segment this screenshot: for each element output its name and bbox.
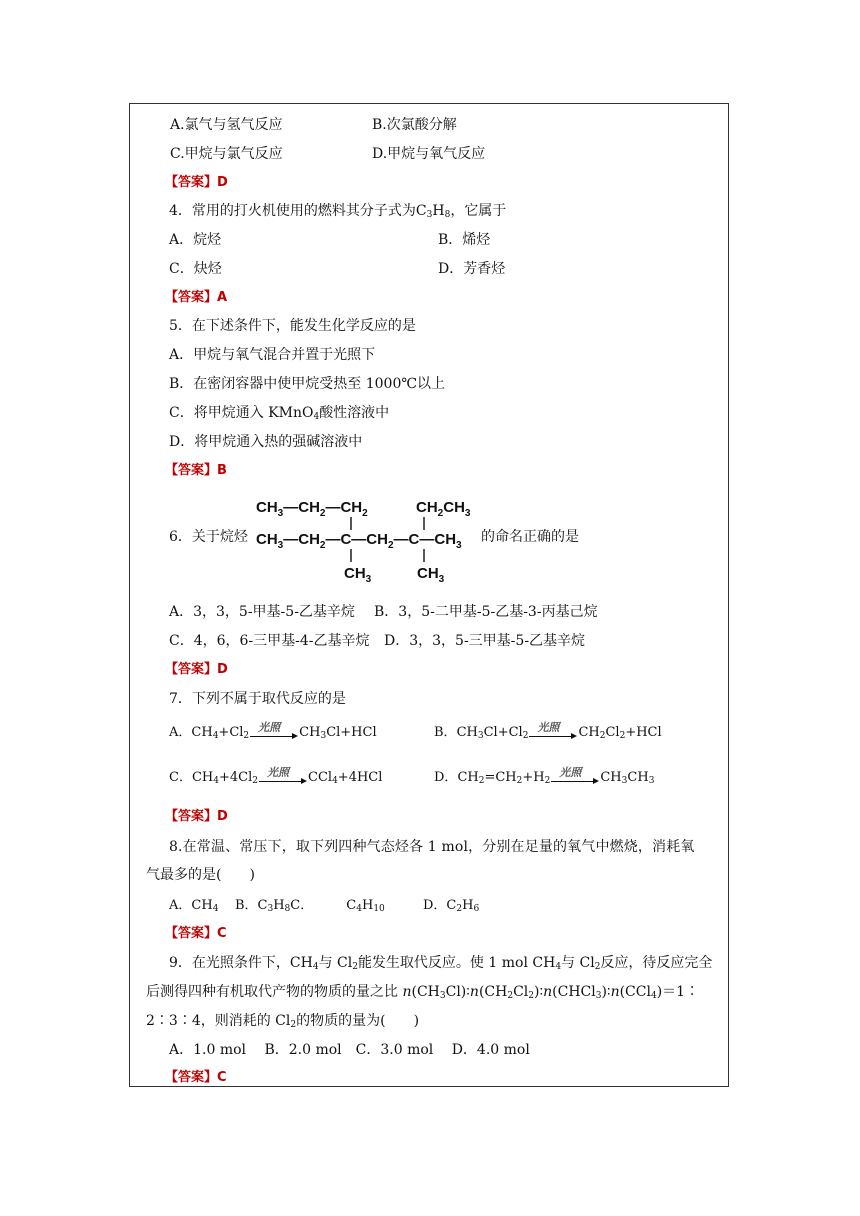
q8-options: A．$CH_4$ B．$C_3H_8C$． $C_4H_{10}$ bbox=[169, 898, 385, 914]
q2-option-a: A.氯气与氢气反应 bbox=[170, 117, 283, 133]
light-arrow: 光照 bbox=[250, 723, 298, 741]
q5-option-a: A．甲烷与氧气混合并置于光照下 bbox=[169, 347, 376, 363]
q7-option-c: C．$CH_4+4Cl_2$ 光照 CCl$_4$+4HCl bbox=[169, 766, 383, 786]
q6-option-c: C．4，6，6-三甲基-4-乙基辛烷 bbox=[169, 633, 370, 649]
q6-option-a: A．3，3，5-甲基-5-乙基辛烷 bbox=[169, 604, 355, 620]
q7-answer: 【答案】D bbox=[165, 809, 228, 824]
q8-stem-line1: 8.在常温、常压下，取下列四种气态烃各 1 mol，分别在足量的氧气中燃烧，消耗氧 bbox=[169, 839, 695, 855]
q2-option-b: B.次氯酸分解 bbox=[372, 117, 457, 133]
q7-option-a: A．$CH_4+Cl_2$ 光照 $CH_3Cl+HCl$ bbox=[169, 721, 377, 741]
q5-option-b: B．在密闭容器中使甲烷受热至 1000℃以上 bbox=[169, 376, 446, 392]
q4-option-a: A．烷烃 bbox=[169, 232, 222, 248]
q6-bottom-methyl-1: $CH_3$ bbox=[344, 565, 372, 585]
q9-stem-line1: 9．在光照条件下，$CH_4$与 $Cl_2$能发生取代反应。使 1 mol $CH_4$与 $Cl_2$反应，待反应完全 bbox=[169, 955, 713, 972]
q4-stem: 4．常用的打火机使用的燃料其分子式为$C_3H_8$，它属于 bbox=[169, 203, 507, 220]
q2-answer: 【答案】D bbox=[165, 175, 228, 190]
q6-option-d: D．3，3，5-三甲基-5-乙基辛烷 bbox=[384, 633, 586, 649]
q5-option-d: D．将甲烷通入热的强碱溶液中 bbox=[169, 434, 363, 450]
q4-option-b: B．烯烃 bbox=[438, 232, 491, 248]
q6-option-b: B．3，5-二甲基-5-乙基-3-丙基己烷 bbox=[374, 604, 598, 620]
q9-options: A．1.0 mol B．2.0 mol C．3.0 mol D．4.0 mol bbox=[169, 1042, 530, 1058]
q6-answer: 【答案】D bbox=[165, 662, 228, 677]
q8-stem-line2: 气最多的是( ) bbox=[146, 867, 255, 883]
q9-answer: 【答案】C bbox=[165, 1070, 227, 1085]
q2-option-c: C.甲烷与氯气反应 bbox=[170, 146, 283, 162]
q4-answer: 【答案】A bbox=[165, 290, 228, 305]
q6-top-left-group: $CH_3—CH_2—CH_2$ bbox=[256, 499, 368, 519]
q7-option-d: D．$CH_2=CH_2+H_2$ 光照 $CH_3CH_3$ bbox=[434, 766, 655, 786]
q7-option-b: B．$CH_3Cl+Cl_2$ 光照 $CH_2Cl_2+HCl$ bbox=[434, 721, 662, 741]
light-arrow: 光照 bbox=[529, 723, 577, 741]
q6-top-right-group: $CH_2CH_3$ bbox=[416, 499, 471, 519]
q5-option-c: C．将甲烷通入 KMnO$_4$酸性溶液中 bbox=[169, 405, 390, 422]
q4-option-d: D．芳香烃 bbox=[438, 261, 506, 277]
q7-stem: 7．下列不属于取代反应的是 bbox=[169, 691, 346, 707]
q9-stem-line2: 后测得四种有机取代产物的物质的量之比 $n(CH_3Cl)∶n(CH_2Cl_2)∶n(CHCl_3)∶n(CCl_4)=1∶$ bbox=[146, 984, 700, 1001]
q4-option-c: C．炔烃 bbox=[169, 261, 222, 277]
q2-option-d: D.甲烷与氧气反应 bbox=[372, 146, 486, 162]
q8-option-d: D．$C_2H_6$ bbox=[423, 898, 480, 914]
q8-answer: 【答案】C bbox=[165, 926, 227, 941]
q6-stem-pre: 6．关于烷烃 bbox=[169, 529, 248, 545]
q6-main-chain: $CH_3—CH_2—C—CH_2—C—CH_3$ bbox=[256, 531, 462, 551]
q6-structural-formula bbox=[254, 490, 480, 586]
q5-stem: 5．在下述条件下，能发生化学反应的是 bbox=[169, 318, 416, 334]
q5-answer: 【答案】B bbox=[165, 463, 227, 478]
q6-stem-post: 的命名正确的是 bbox=[481, 529, 579, 545]
light-arrow: 光照 bbox=[551, 768, 599, 786]
light-arrow: 光照 bbox=[259, 768, 307, 786]
q9-stem-line3: 2∶3∶4，则消耗的 $Cl_2$的物质的量为( ) bbox=[146, 1013, 420, 1030]
q6-bottom-methyl-2: $CH_3$ bbox=[417, 565, 445, 585]
